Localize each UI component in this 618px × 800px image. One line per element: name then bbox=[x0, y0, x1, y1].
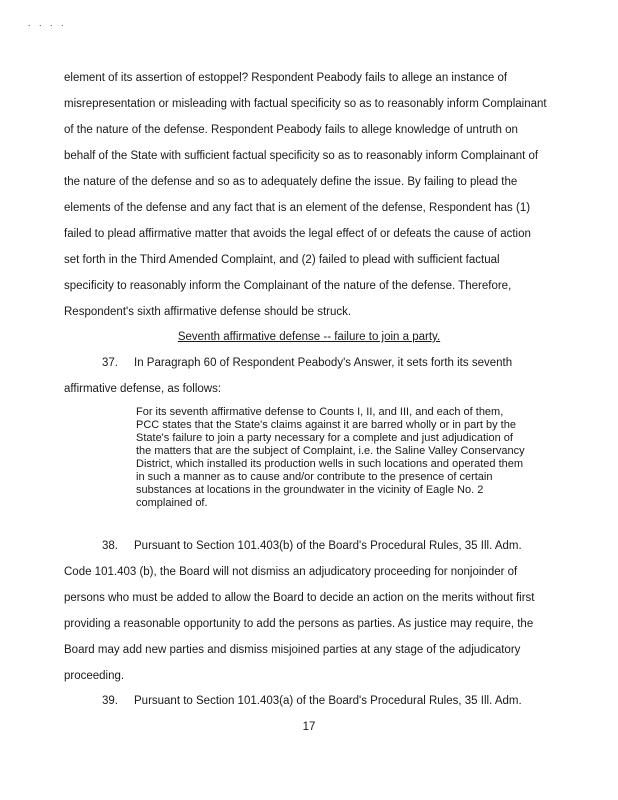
body-line: proceeding. bbox=[64, 670, 125, 682]
body-line: of the nature of the defense. Respondent Peabody fails to allege knowledge of untruth on bbox=[64, 124, 518, 136]
body-line: affirmative defense, as follows: bbox=[64, 383, 222, 395]
body-line: behalf of the State with sufficient factual specificity so as to reasonably inform Complainant of bbox=[64, 150, 539, 162]
paragraph-39-first-line bbox=[64, 694, 522, 708]
quote-line: For its seventh affirmative defense to Counts I, II, and III, and each of them, bbox=[136, 406, 504, 418]
quote-line: complained of. bbox=[136, 497, 208, 509]
body-line: set forth in the Third Amended Complaint, and (2) failed to plead with sufficient factual bbox=[64, 254, 500, 266]
body-line: Respondent's sixth affirmative defense should be struck. bbox=[64, 306, 352, 318]
paragraph-number: 37. bbox=[102, 357, 118, 369]
body-line: Board may add new parties and dismiss misjoined parties at any stage of the adjudicatory bbox=[64, 644, 521, 656]
paragraph-number: 38. bbox=[102, 540, 118, 552]
body-line: elements of the defense and any fact that is an element of the defense, Respondent has (1) bbox=[64, 202, 531, 214]
paragraph-38-first-line bbox=[64, 539, 522, 553]
quote-line: State's failure to join a party necessary for a complete and just adjudication of bbox=[136, 432, 513, 444]
header-marks: . . . . bbox=[28, 18, 67, 28]
body-line: misrepresentation or misleading with factual specificity so as to reasonably inform Complainant bbox=[64, 98, 547, 110]
body-line: Code 101.403 (b), the Board will not dismiss an adjudicatory proceeding for nonjoinder of bbox=[64, 566, 518, 578]
body-line: the nature of the defense and so as to adequately define the issue. By failing to plead the bbox=[64, 176, 518, 188]
body-line: failed to plead affirmative matter that avoids the legal effect of or defeats the cause of action bbox=[64, 228, 531, 240]
body-line: persons who must be added to allow the Board to decide an action on the merits without first bbox=[64, 592, 535, 604]
paragraph-text: Pursuant to Section 101.403(b) of the Board's Procedural Rules, 35 Ill. Adm. bbox=[134, 540, 522, 552]
section-heading bbox=[0, 330, 618, 344]
section-heading-text: Seventh affirmative defense -- failure to join a party. bbox=[177, 331, 441, 343]
quote-line: substances at locations in the groundwater in the vicinity of Eagle No. 2 bbox=[136, 484, 484, 496]
body-line: providing a reasonable opportunity to add the persons as parties. As justice may require, the bbox=[64, 618, 534, 630]
body-line: specificity to reasonably inform the Complainant of the nature of the defense. Therefore, bbox=[64, 280, 512, 292]
quote-line: District, which installed its production wells in such locations and operated them bbox=[136, 458, 524, 470]
paragraph-text: Pursuant to Section 101.403(a) of the Board's Procedural Rules, 35 Ill. Adm. bbox=[134, 695, 522, 707]
paragraph-number: 39. bbox=[102, 695, 118, 707]
block-quote bbox=[136, 406, 556, 510]
paragraph-37-first-line bbox=[64, 356, 512, 370]
paragraph-text: In Paragraph 60 of Respondent Peabody's Answer, it sets forth its seventh bbox=[134, 357, 513, 369]
body-line: element of its assertion of estoppel? Respondent Peabody fails to allege an instance of bbox=[64, 72, 508, 84]
quote-line: in such a manner as to cause and/or contribute to the presence of certain bbox=[136, 471, 493, 483]
page-number: 17 bbox=[302, 721, 316, 733]
quote-line: the matters that are the subject of Complaint, i.e. the Saline Valley Conservancy bbox=[136, 445, 525, 457]
quote-line: PCC states that the State's claims against it are barred wholly or in part by the bbox=[136, 419, 516, 431]
